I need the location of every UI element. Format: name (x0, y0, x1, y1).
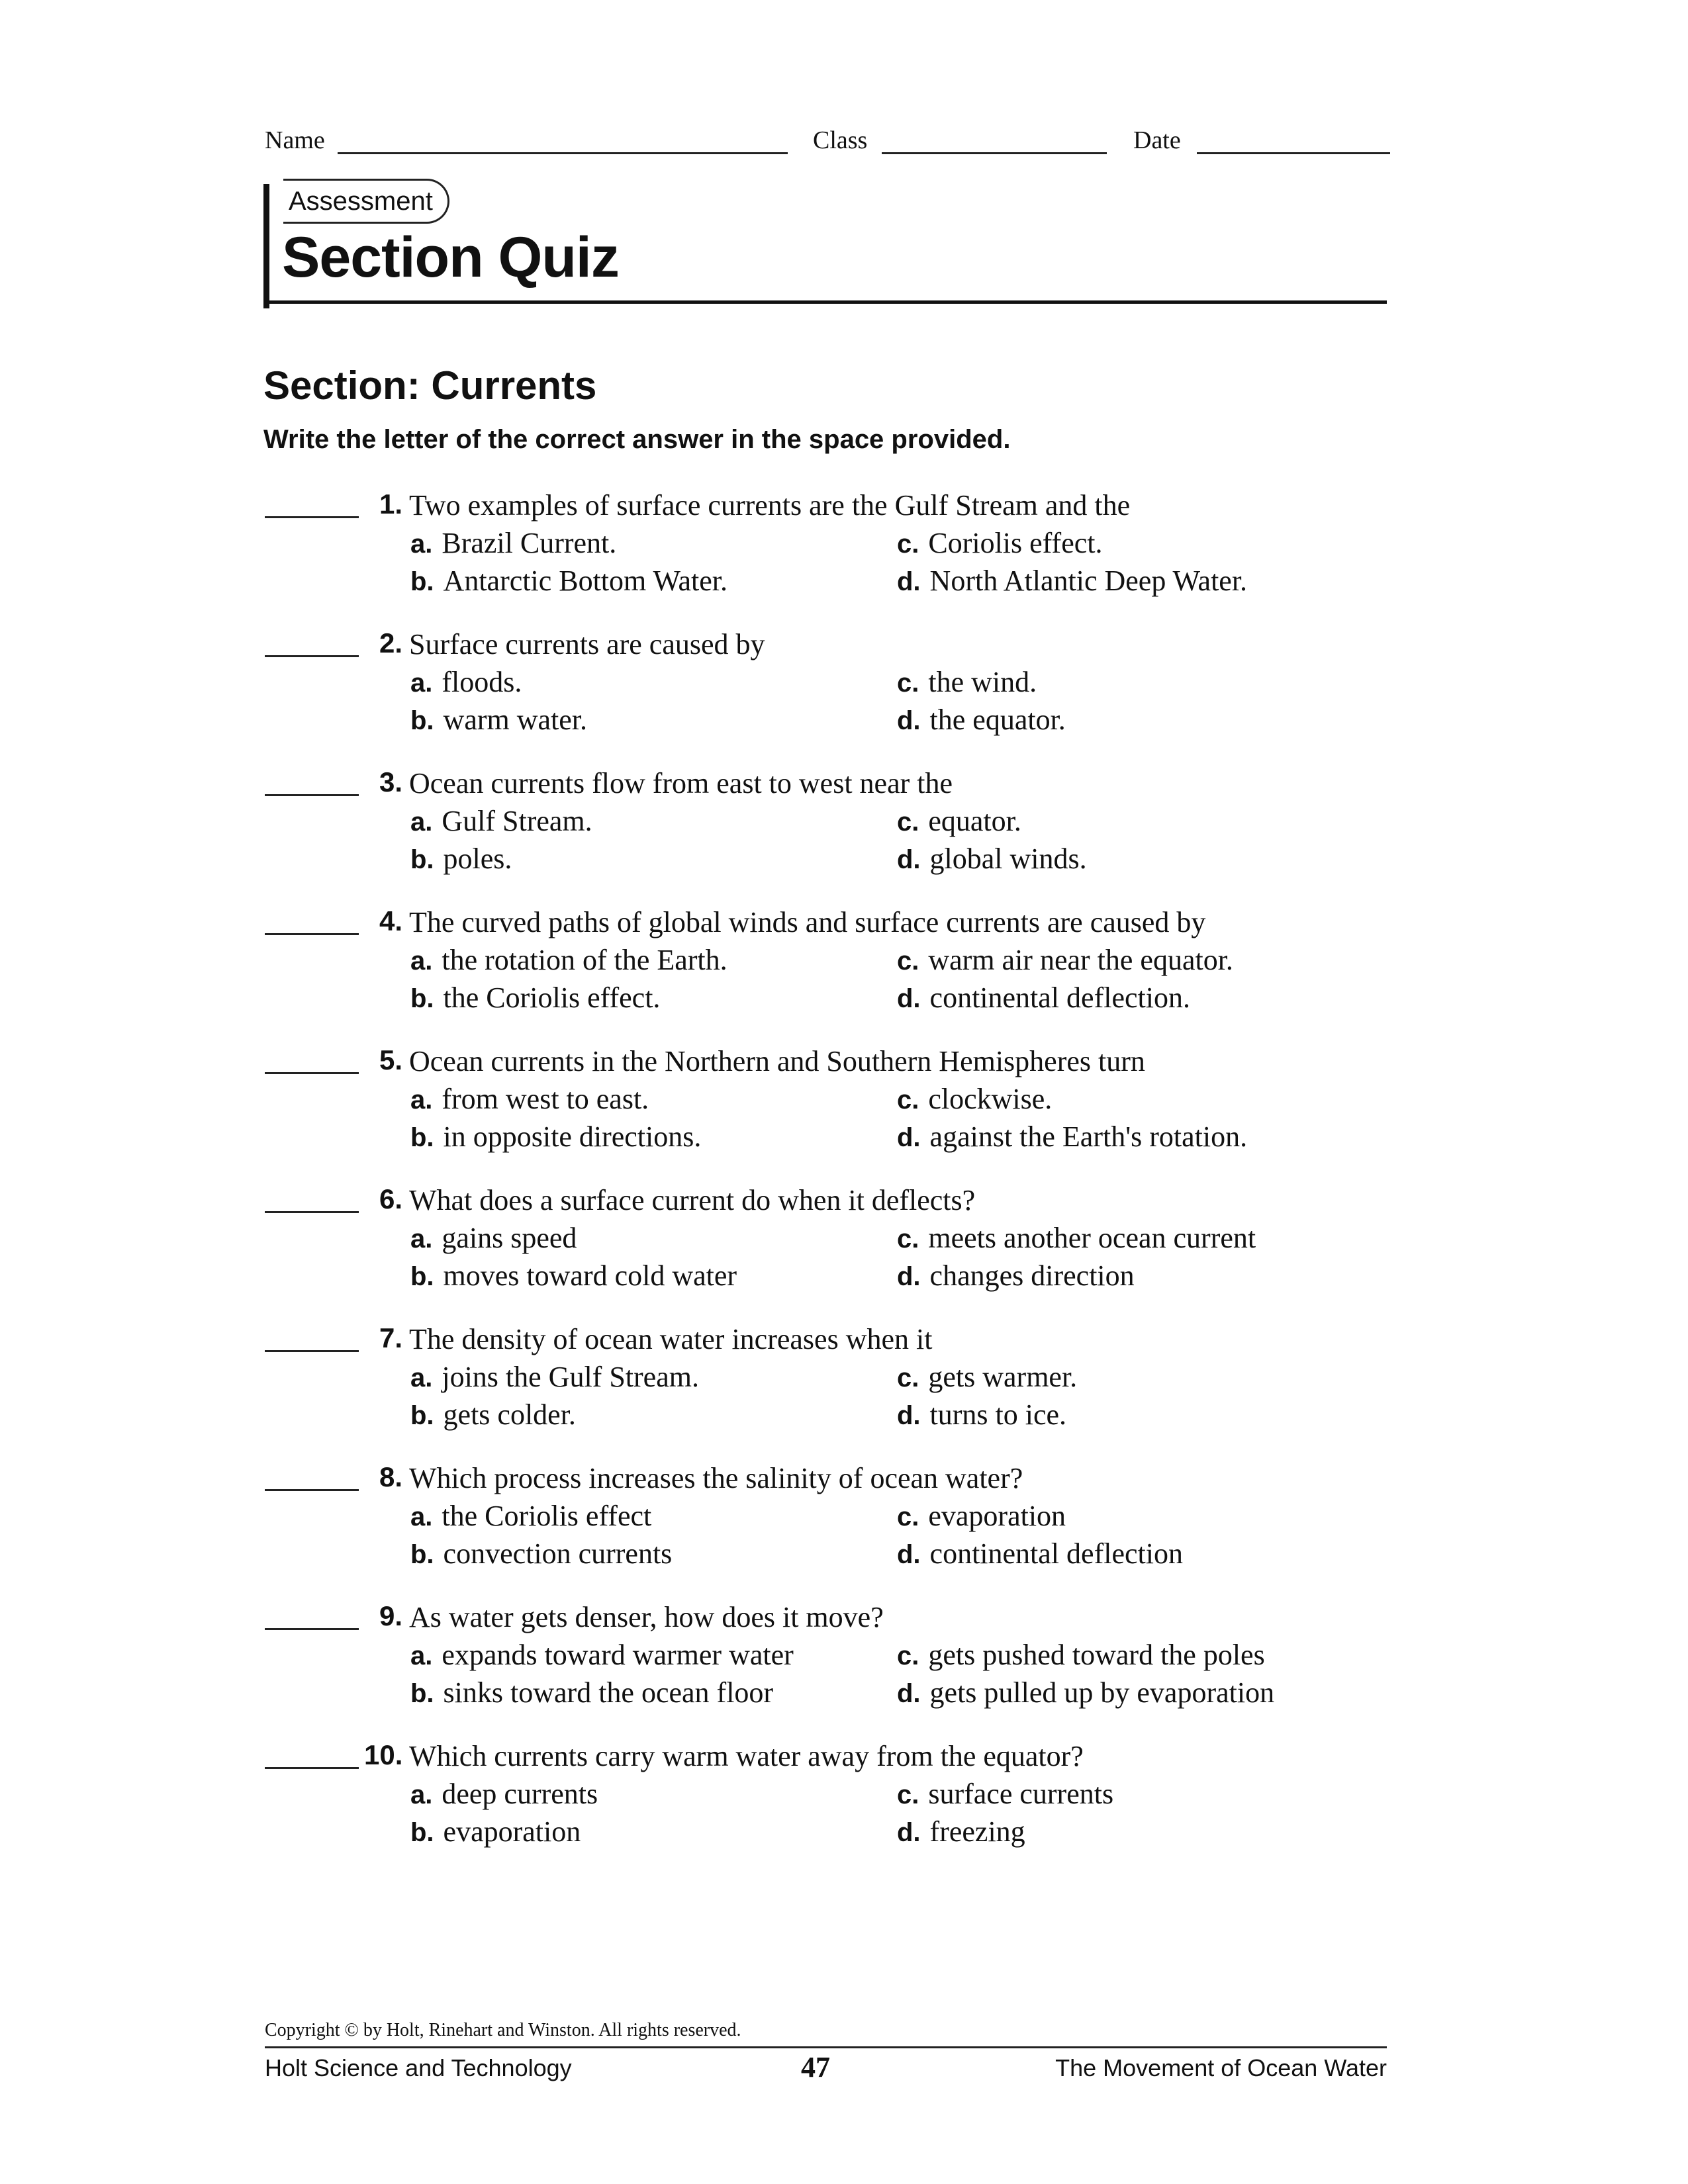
option-letter: d. (897, 706, 921, 735)
option-text: continental deflection. (929, 981, 1190, 1014)
option-text: convection currents (443, 1537, 673, 1570)
option-text: Brazil Current. (442, 527, 617, 559)
option-letter: b. (410, 845, 434, 874)
answer-blank[interactable] (265, 1767, 359, 1769)
chapter-title: The Movement of Ocean Water (1055, 2054, 1387, 2081)
option-letter: a. (410, 1085, 433, 1115)
option-letter: c. (897, 668, 919, 698)
option-text: equator. (928, 805, 1021, 837)
option-b (410, 703, 587, 737)
option-d (897, 1120, 1247, 1154)
option-a (410, 1082, 649, 1116)
option-text: Gulf Stream. (442, 805, 592, 837)
option-d (897, 842, 1087, 876)
option-d (897, 703, 1066, 737)
question-text: What does a surface current do when it deflects? (409, 1184, 976, 1216)
option-letter: d. (897, 567, 921, 596)
option-letter: b. (410, 1679, 434, 1708)
option-letter: d. (897, 1540, 921, 1569)
option-d (897, 1815, 1025, 1848)
question-text: The curved paths of global winds and surface currents are caused by (409, 906, 1206, 938)
option-text: the rotation of the Earth. (442, 944, 727, 976)
option-text: expands toward warmer water (442, 1639, 794, 1671)
question-1 (265, 488, 1390, 621)
question-9 (265, 1600, 1390, 1733)
option-text: global winds. (929, 842, 1087, 875)
option-d (897, 1537, 1183, 1570)
instructions: Write the letter of the correct answer in the space provided. (263, 425, 1011, 454)
option-letter: a. (410, 1224, 433, 1253)
option-letter: b. (410, 1262, 434, 1291)
option-a (410, 1638, 794, 1672)
option-d (897, 1676, 1274, 1709)
option-text: the equator. (929, 704, 1066, 736)
option-text: gets pulled up by evaporation (929, 1676, 1275, 1709)
option-letter: d. (897, 1123, 921, 1152)
option-letter: a. (410, 668, 433, 698)
option-a (410, 943, 727, 977)
option-text: evaporation (443, 1815, 581, 1848)
question-10 (265, 1739, 1390, 1872)
option-d (897, 1259, 1135, 1293)
option-text: Antarctic Bottom Water. (443, 565, 727, 597)
option-letter: a. (410, 946, 433, 976)
answer-blank[interactable] (265, 933, 359, 935)
option-text: poles. (443, 842, 512, 875)
page-title: Section Quiz (282, 226, 619, 289)
option-letter: c. (897, 1641, 919, 1670)
option-letter: c. (897, 946, 919, 976)
option-c (897, 1499, 1066, 1533)
footer-divider (265, 2046, 1387, 2048)
option-d (897, 981, 1190, 1015)
option-b (410, 564, 727, 598)
option-c (897, 1638, 1265, 1672)
title-accent-bar (263, 184, 269, 308)
answer-blank[interactable] (265, 516, 359, 518)
option-text: freezing (929, 1815, 1025, 1848)
option-letter: d. (897, 1401, 921, 1430)
question-4 (265, 905, 1390, 1038)
answer-blank[interactable] (265, 1628, 359, 1630)
question-text: Which process increases the salinity of ocean water? (409, 1462, 1023, 1494)
question-number: 5. (379, 1044, 402, 1075)
option-letter: b. (410, 1818, 434, 1847)
option-text: evaporation (928, 1500, 1066, 1532)
option-letter: c. (897, 1224, 919, 1253)
option-letter: a. (410, 1641, 433, 1670)
option-b (410, 981, 660, 1015)
option-text: turns to ice. (929, 1398, 1067, 1431)
option-text: in opposite directions. (443, 1120, 702, 1153)
option-text: surface currents (928, 1778, 1114, 1810)
option-b (410, 1676, 773, 1709)
question-8 (265, 1461, 1390, 1594)
option-text: from west to east. (442, 1083, 649, 1115)
question-3 (265, 766, 1390, 899)
option-letter: c. (897, 1502, 919, 1531)
option-letter: c. (897, 1780, 919, 1809)
option-letter: a. (410, 807, 433, 837)
option-b (410, 1398, 576, 1432)
option-letter: d. (897, 1679, 921, 1708)
option-letter: b. (410, 1540, 434, 1569)
option-b (410, 1120, 701, 1154)
option-c (897, 804, 1021, 838)
question-text: Surface currents are caused by (409, 628, 765, 660)
question-number: 4. (379, 905, 402, 936)
option-letter: b. (410, 1401, 434, 1430)
question-number: 6. (379, 1183, 402, 1214)
option-text: the Coriolis effect. (443, 981, 661, 1014)
option-text: the Coriolis effect (442, 1500, 652, 1532)
option-letter: d. (897, 984, 921, 1013)
option-text: North Atlantic Deep Water. (929, 565, 1248, 597)
option-a (410, 1499, 651, 1533)
class-label: Class (813, 126, 868, 154)
question-text: Ocean currents flow from east to west near the (409, 767, 953, 799)
option-b (410, 842, 512, 876)
option-c (897, 943, 1233, 977)
option-a (410, 1777, 598, 1811)
date-field[interactable] (1197, 152, 1390, 154)
option-a (410, 804, 592, 838)
option-text: against the Earth's rotation. (929, 1120, 1248, 1153)
question-number: 1. (379, 488, 402, 520)
answer-blank[interactable] (265, 794, 359, 796)
question-text: Which currents carry warm water away from the equator? (409, 1740, 1084, 1772)
option-text: warm water. (443, 704, 588, 736)
question-number: 9. (379, 1600, 402, 1631)
option-b (410, 1815, 581, 1848)
copyright-notice: Copyright © by Holt, Rinehart and Winston. All rights reserved. (265, 2020, 741, 2040)
option-letter: c. (897, 1363, 919, 1392)
option-text: deep currents (442, 1778, 598, 1810)
publisher-name: Holt Science and Technology (265, 2054, 572, 2081)
option-a (410, 1221, 577, 1255)
option-a (410, 665, 522, 699)
option-letter: d. (897, 1262, 921, 1291)
question-number: 7. (379, 1322, 402, 1353)
option-letter: b. (410, 567, 434, 596)
page-number: 47 (801, 2051, 830, 2083)
option-letter: a. (410, 1780, 433, 1809)
option-c (897, 1777, 1113, 1811)
date-label: Date (1133, 126, 1181, 154)
class-field[interactable] (882, 152, 1107, 154)
option-letter: a. (410, 529, 433, 559)
option-b (410, 1537, 672, 1570)
option-a (410, 1360, 699, 1394)
option-c (897, 1221, 1256, 1255)
option-a (410, 526, 616, 560)
answer-blank[interactable] (265, 1211, 359, 1213)
option-text: warm air near the equator. (928, 944, 1233, 976)
option-text: gets pushed toward the poles (928, 1639, 1265, 1671)
option-letter: b. (410, 984, 434, 1013)
assessment-badge: Assessment (283, 179, 449, 224)
option-letter: c. (897, 1085, 919, 1115)
option-c (897, 1360, 1077, 1394)
option-text: joins the Gulf Stream. (442, 1361, 699, 1393)
answer-blank[interactable] (265, 1072, 359, 1074)
option-text: gets warmer. (928, 1361, 1078, 1393)
option-d (897, 564, 1247, 598)
option-letter: d. (897, 845, 921, 874)
question-7 (265, 1322, 1390, 1455)
option-letter: c. (897, 529, 919, 559)
question-text: Ocean currents in the Northern and Southern Hemispheres turn (409, 1045, 1145, 1077)
option-text: meets another ocean current (928, 1222, 1256, 1254)
option-letter: a. (410, 1363, 433, 1392)
question-2 (265, 627, 1390, 760)
option-letter: b. (410, 1123, 434, 1152)
option-b (410, 1259, 737, 1293)
question-number: 2. (379, 627, 402, 659)
question-6 (265, 1183, 1390, 1316)
option-text: Coriolis effect. (928, 527, 1103, 559)
option-letter: c. (897, 807, 919, 837)
option-c (897, 665, 1037, 699)
title-divider (263, 300, 1387, 304)
option-letter: a. (410, 1502, 433, 1531)
option-text: moves toward cold water (443, 1259, 737, 1292)
option-c (897, 526, 1102, 560)
option-text: the wind. (928, 666, 1037, 698)
section-heading: Section: Currents (263, 363, 597, 408)
name-field[interactable] (338, 152, 788, 154)
option-text: sinks toward the ocean floor (443, 1676, 774, 1709)
question-number: 8. (379, 1461, 402, 1492)
answer-blank[interactable] (265, 1489, 359, 1491)
option-text: gains speed (442, 1222, 577, 1254)
question-text: Two examples of surface currents are the Gulf Stream and the (409, 489, 1131, 522)
option-c (897, 1082, 1052, 1116)
option-text: gets colder. (443, 1398, 576, 1431)
name-label: Name (265, 126, 325, 154)
option-d (897, 1398, 1066, 1432)
question-text: As water gets denser, how does it move? (409, 1601, 884, 1633)
question-number: 3. (379, 766, 402, 797)
option-letter: b. (410, 706, 434, 735)
option-text: continental deflection (929, 1537, 1183, 1570)
question-5 (265, 1044, 1390, 1177)
answer-blank[interactable] (265, 1350, 359, 1352)
question-text: The density of ocean water increases when it (409, 1323, 933, 1355)
option-text: clockwise. (928, 1083, 1053, 1115)
answer-blank[interactable] (265, 655, 359, 657)
option-text: floods. (442, 666, 522, 698)
option-letter: d. (897, 1818, 921, 1847)
question-number: 10. (364, 1739, 403, 1770)
option-text: changes direction (929, 1259, 1135, 1292)
